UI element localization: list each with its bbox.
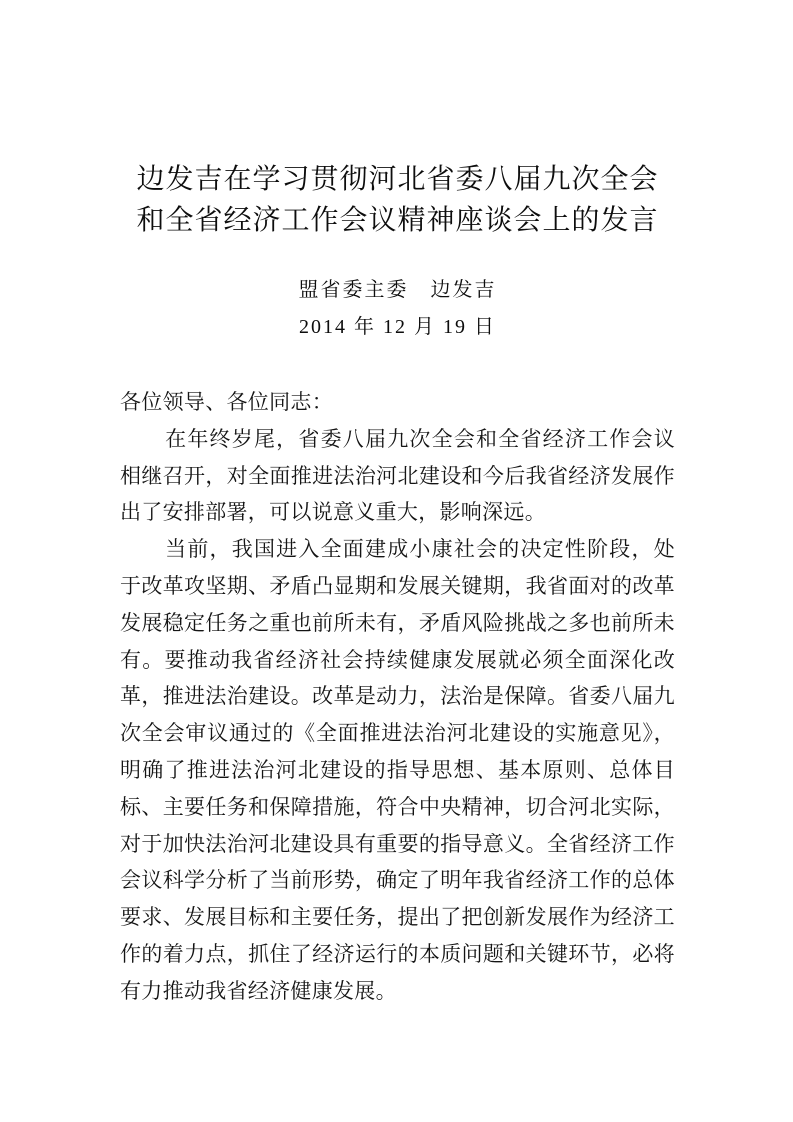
body-paragraph-1: 在年终岁尾，省委八届九次全会和全省经济工作会议相继召开，对全面推进法治河北建设和今后我省经济发展作出了安排部署，可以说意义重大，影响深远。 xyxy=(120,426,675,525)
document-title-line-2: 和全省经济工作会议精神座谈会上的发言 xyxy=(136,205,659,236)
document-body xyxy=(120,384,675,1010)
date-line: 2014 年 12 月 19 日 xyxy=(299,316,496,338)
document-title xyxy=(120,159,675,241)
byline: 盟省委主委 边发吉 xyxy=(298,279,497,301)
salutation: 各位领导、各位同志： xyxy=(120,390,333,414)
body-paragraph-2: 当前，我国进入全面建成小康社会的决定性阶段，处于改革攻坚期、矛盾凸显期和发展关键期，我省面对的改革发展稳定任务之重也前所未有，矛盾风险挑战之多也前所未有。要推动我省经济社会持续健康发展就必须全面深化改革，推进法治建设。改革是动力，法治是保障。省委八届九次全会审议通过的《全面推进法治河北建设的实施意见》，明确了推进法治河北建设的指导思想、基本原则、总体目标、主要任务和保障措施，符合中央精神，切合河北实际，对于加快法治河北建设具有重要的指导意义。全省经济工作会议科学分析了当前形势，确定了明年我省经济工作的总体要求、发展目标和主要任务，提出了把创新发展作为经济工作的着力点，抓住了经济运行的本质问题和关键环节，必将有力推动我省经济健康发展。 xyxy=(120,537,675,1003)
document-title-line-1: 边发吉在学习贯彻河北省委八届九次全会 xyxy=(136,164,659,195)
